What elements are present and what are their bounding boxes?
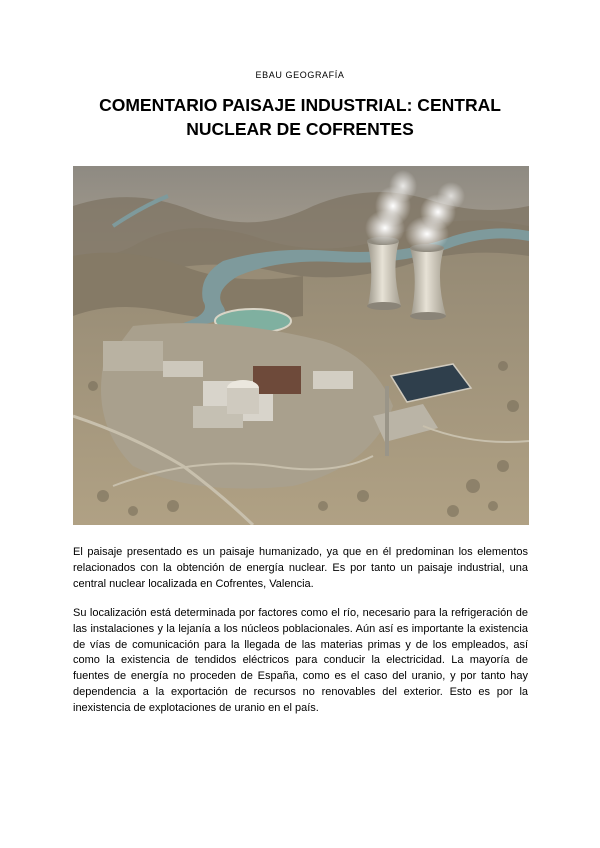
paragraph-2: Su localización está determinada por factores como el río, necesario para la refrigeración de las instalaciones y la lejanía a los núcleos poblacionales. Aún así es importante la existencia de vías de comunicación para la llegada de las materias primas y de los empleados, así como la existencia de tendidos eléctricos para conducir la electricidad. La mayoría de fuentes de energía no proceden de España, como es el caso del uranio, y por tanto hay dependencia a la exportación de recursos no renovables del exterior. Esto es por la inexistencia de explotaciones de uranio en el país. [73, 607, 528, 714]
paragraph-1: El paisaje presentado es un paisaje humanizado, ya que en él predominan los elementos relacionados con la obtención de energía nuclear. Es por tanto un paisaje industrial, una central nuclear localizada en Cofrentes, Valencia. [73, 546, 528, 590]
nuclear-plant-photo [73, 166, 529, 525]
document-header: EBAU GEOGRAFÍA [255, 70, 345, 80]
page-title: COMENTARIO PAISAJE INDUSTRIAL: CENTRAL NUCLEAR DE COFRENTES [99, 95, 501, 139]
